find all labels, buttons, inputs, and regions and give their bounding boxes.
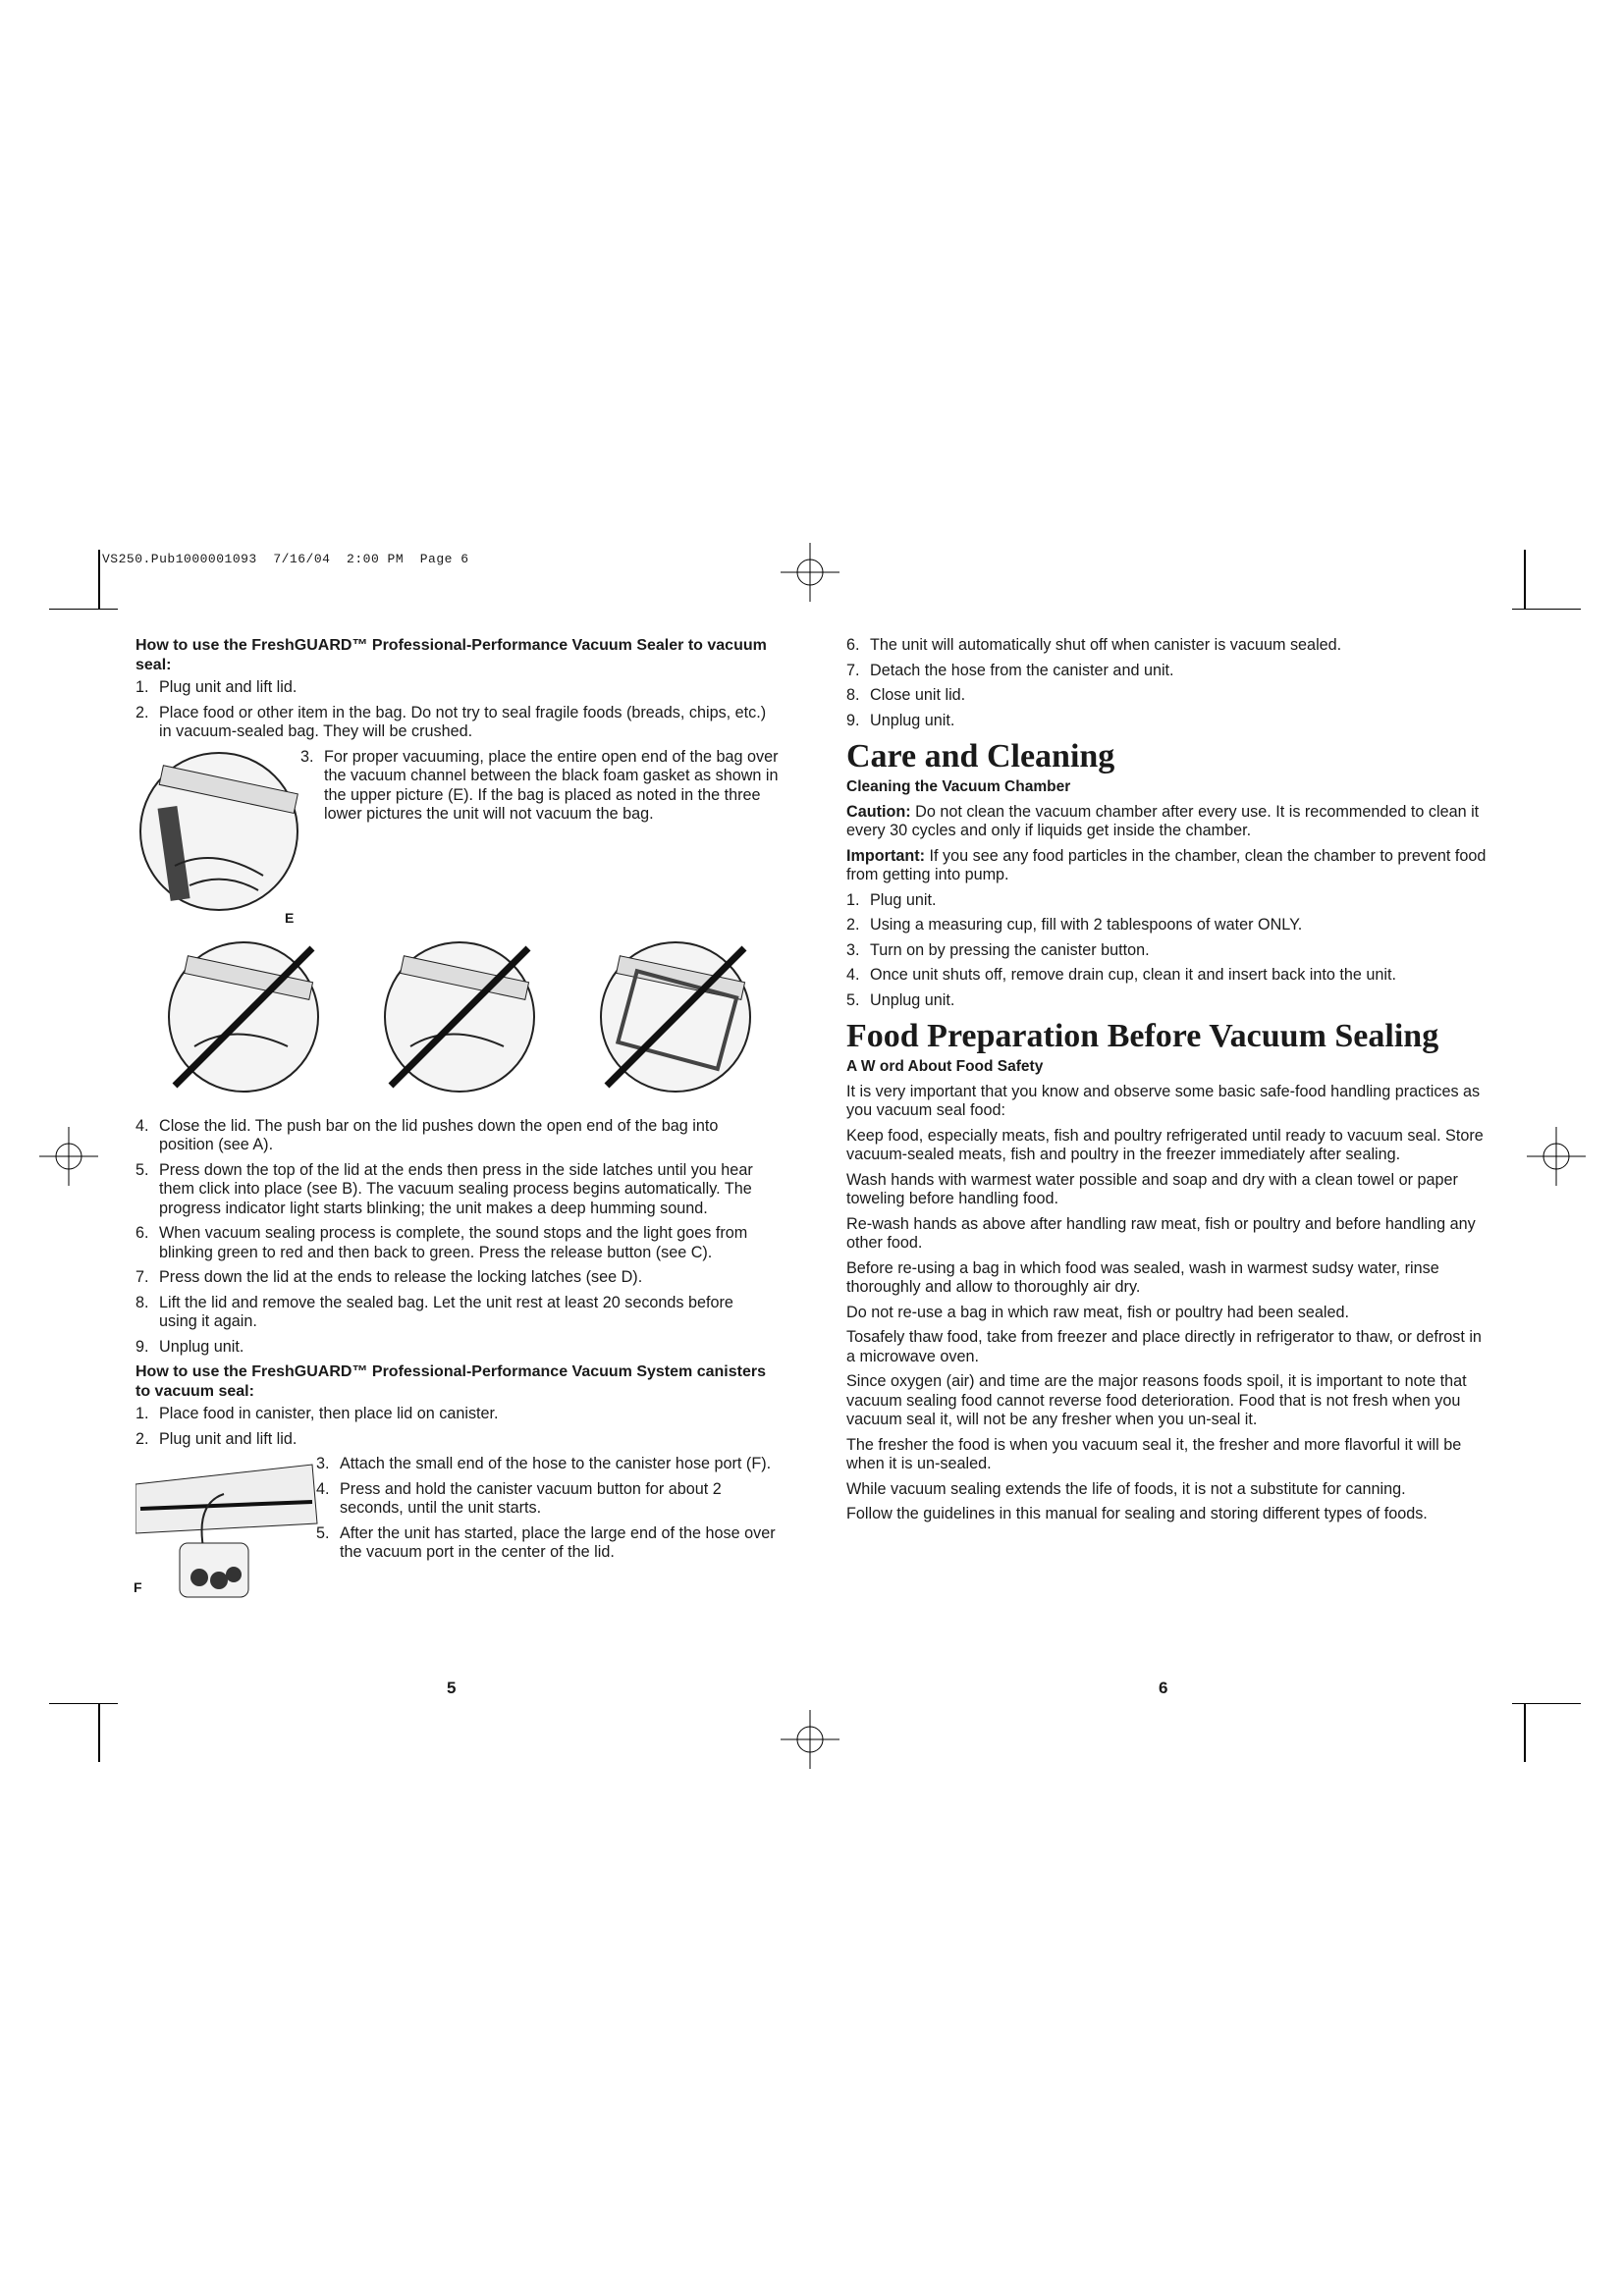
list-item <box>135 1405 776 1424</box>
incorrect-placement-1-illustration <box>165 938 322 1095</box>
item-text: Plug unit and lift lid. <box>159 1429 298 1448</box>
item-text: Close the lid. The push bar on the lid pushes down the open end of the bag into position (see A). <box>159 1116 719 1153</box>
item-number: 3. <box>846 940 860 959</box>
item-number: 4. <box>135 1116 149 1135</box>
important-paragraph <box>846 847 1489 885</box>
figure-label-e: E <box>285 909 295 926</box>
item-text: Press down the lid at the ends to release the locking latches (see D). <box>159 1268 643 1286</box>
list-item <box>135 1161 776 1219</box>
item-text: Place food in canister, then place lid on canister. <box>159 1405 499 1422</box>
item-text: Once unit shuts off, remove drain cup, clean it and insert back into the unit. <box>870 966 1396 984</box>
list-item <box>846 891 1489 911</box>
section-heading: How to use the FreshGUARD™ Professional-Performance Vacuum System canisters to vacuum seal: <box>135 1363 766 1400</box>
paragraph: Keep food, especially meats, fish and poultry refrigerated until ready to vacuum seal. Store vacuum-sealed meats, fish and poultry in the freezer immediately after sealing. <box>846 1126 1484 1163</box>
item-text: When vacuum sealing process is complete, the sound stops and the light goes from blinking green to red and then back to green. Press the release button (see C). <box>159 1224 748 1261</box>
item-text: Attach the small end of the hose to the canister hose port (F). <box>340 1455 772 1472</box>
section-title: Care and Cleaning <box>846 738 1115 774</box>
list-item <box>135 1430 776 1450</box>
list-item <box>135 678 776 698</box>
item-number: 6. <box>135 1224 149 1242</box>
crop-mark <box>1512 1703 1581 1704</box>
paragraph: Wash hands with warmest water possible and soap and dry with a clean towel or paper toweling before handling food. <box>846 1170 1458 1207</box>
list-item <box>846 662 1489 681</box>
item-number: 9. <box>846 711 860 729</box>
paragraph: Tosafely thaw food, take from freezer and place directly in refrigerator to thaw, or defrost in a microwave oven. <box>846 1328 1482 1365</box>
incorrect-placement-2-illustration <box>381 938 538 1095</box>
figure-f-block <box>135 1455 776 1602</box>
crop-mark <box>49 1703 118 1704</box>
item-number: 5. <box>846 990 860 1009</box>
item-number: 3. <box>316 1455 330 1472</box>
section-subtitle: Cleaning the Vacuum Chamber <box>846 778 1071 795</box>
right-page <box>846 636 1489 1530</box>
paragraph: Re-wash hands as above after handling raw meat, fish or poultry and before handling any other food. <box>846 1214 1476 1252</box>
item-text: Close unit lid. <box>870 686 966 704</box>
item-text: Using a measuring cup, fill with 2 tablespoons of water ONLY. <box>870 916 1303 934</box>
list-item <box>316 1455 778 1474</box>
canister-hose-illustration <box>135 1455 322 1602</box>
list-item <box>135 1224 776 1262</box>
item-text: Press down the top of the lid at the ends then press in the side latches until you hear them click into place (see B). The vacuum sealing process begins automatically. The progress indicator light starts blinking; the unit makes a deep humming sound. <box>159 1160 753 1217</box>
canister-steps <box>316 1455 778 1569</box>
registration-mark-left <box>39 1127 98 1186</box>
item-number: 5. <box>316 1523 330 1542</box>
page-number-right: 6 <box>1159 1679 1168 1697</box>
paragraph: It is very important that you know and observe some basic safe-food handling practices as you vacuum seal food: <box>846 1082 1481 1119</box>
paragraph: Before re-using a bag in which food was sealed, wash in warmest sudsy water, rinse thoroughly and allow to thoroughly air dry. <box>846 1258 1439 1296</box>
item-text: Detach the hose from the canister and unit. <box>870 661 1174 679</box>
item-text: Lift the lid and remove the sealed bag. Let the unit rest at least 20 seconds before using it again. <box>159 1293 733 1330</box>
item-number: 1. <box>846 890 860 909</box>
paragraph: The fresher the food is when you vacuum seal it, the fresher and more flavorful it will be when it is un-sealed. <box>846 1435 1462 1472</box>
item-number: 8. <box>135 1293 149 1311</box>
list-item <box>846 966 1489 986</box>
crop-mark <box>98 1703 100 1762</box>
important-label: Important: <box>846 846 926 865</box>
list-item <box>316 1524 778 1563</box>
caution-text: Do not clean the vacuum chamber after every use. It is recommended to clean it every 30 cycles and only if liquids get inside the chamber. <box>846 802 1480 839</box>
list-item <box>135 1338 776 1358</box>
list-item <box>316 1480 778 1519</box>
caution-label: Caution: <box>846 802 911 821</box>
item-number: 9. <box>135 1337 149 1356</box>
caution-paragraph <box>846 803 1489 841</box>
item-number: 1. <box>135 1405 149 1422</box>
item-text: Plug unit and lift lid. <box>159 678 298 696</box>
item-text: Turn on by pressing the canister button. <box>870 940 1150 959</box>
left-page <box>134 636 779 1602</box>
registration-mark-top <box>781 543 839 602</box>
crop-mark <box>1512 609 1581 610</box>
list-item <box>846 916 1489 935</box>
item-number: 4. <box>846 966 860 984</box>
print-slug: VS250.Pub1000001093 7/16/04 2:00 PM Page 6 <box>102 552 469 566</box>
list-item <box>846 686 1489 706</box>
item-number: 7. <box>846 661 860 679</box>
sealer-bag-correct-illustration <box>135 748 302 915</box>
list-item <box>135 1268 776 1288</box>
paragraph: Do not re-use a bag in which raw meat, fish or poultry had been sealed. <box>846 1303 1349 1321</box>
registration-mark-bottom <box>781 1710 839 1769</box>
item-number: 7. <box>135 1268 149 1286</box>
paragraph: Follow the guidelines in this manual for sealing and storing different types of foods. <box>846 1505 1428 1522</box>
registration-mark-right <box>1527 1127 1586 1186</box>
crop-mark <box>49 609 118 610</box>
item-number: 8. <box>846 686 860 704</box>
figure-label-f: F <box>134 1579 142 1595</box>
item-number: 2. <box>846 916 860 934</box>
section-heading: How to use the FreshGUARD™ Professional-Performance Vacuum Sealer to vacuum seal: <box>135 637 767 673</box>
list-item <box>846 712 1489 731</box>
item-number: 4. <box>316 1479 330 1498</box>
crop-mark <box>1524 1703 1526 1762</box>
list-item <box>135 1294 776 1332</box>
item-number: 1. <box>135 678 149 696</box>
crop-mark <box>1524 550 1526 609</box>
page-number-left: 5 <box>447 1679 457 1697</box>
list-item <box>846 941 1489 961</box>
paragraph: Since oxygen (air) and time are the major reasons foods spoil, it is important to note that vacuum sealing food cannot reverse food deterioration. Food that is not fresh when you vacuum seal it, will not be any fresher when you un-seal it. <box>846 1372 1467 1428</box>
item-number: 2. <box>135 703 149 721</box>
item-number: 6. <box>846 636 860 654</box>
item-number: 3. <box>300 747 314 766</box>
crop-mark <box>98 550 100 609</box>
item-number: 5. <box>135 1160 149 1179</box>
incorrect-placement-figures <box>135 938 776 1105</box>
paragraph: While vacuum sealing extends the life of foods, it is not a substitute for canning. <box>846 1479 1406 1498</box>
list-item <box>846 636 1489 656</box>
section-subtitle: A W ord About Food Safety <box>846 1058 1044 1075</box>
section-title: Food Preparation Before Vacuum Sealing <box>846 1018 1439 1054</box>
list-item <box>846 991 1489 1011</box>
item-text: After the unit has started, place the large end of the hose over the vacuum port in the center of the lid. <box>340 1523 776 1561</box>
list-item <box>135 1117 776 1155</box>
figure-e-block <box>135 747 779 926</box>
item-text: Place food or other item in the bag. Do not try to seal fragile foods (breads, chips, etc.) in vacuum-sealed bag. They will be crushed. <box>159 703 767 740</box>
item-text: The unit will automatically shut off when canister is vacuum sealed. <box>870 636 1342 654</box>
item-text: Unplug unit. <box>870 990 955 1009</box>
item-text: For proper vacuuming, place the entire open end of the bag over the vacuum channel between the black foam gasket as shown in the upper picture (E). If the bag is placed as noted in the three lower pictures the unit will not vacuum the bag. <box>324 747 779 823</box>
item-number: 2. <box>135 1429 149 1448</box>
item-text: Plug unit. <box>870 890 937 909</box>
incorrect-placement-3-illustration <box>597 938 754 1095</box>
list-item <box>300 748 785 825</box>
item-text: Press and hold the canister vacuum button for about 2 seconds, until the unit starts. <box>340 1479 722 1517</box>
item-text: Unplug unit. <box>159 1337 244 1356</box>
important-text: If you see any food particles in the chamber, clean the chamber to prevent food from getting into pump. <box>846 846 1487 883</box>
list-item <box>135 704 776 742</box>
item-text: Unplug unit. <box>870 711 955 729</box>
